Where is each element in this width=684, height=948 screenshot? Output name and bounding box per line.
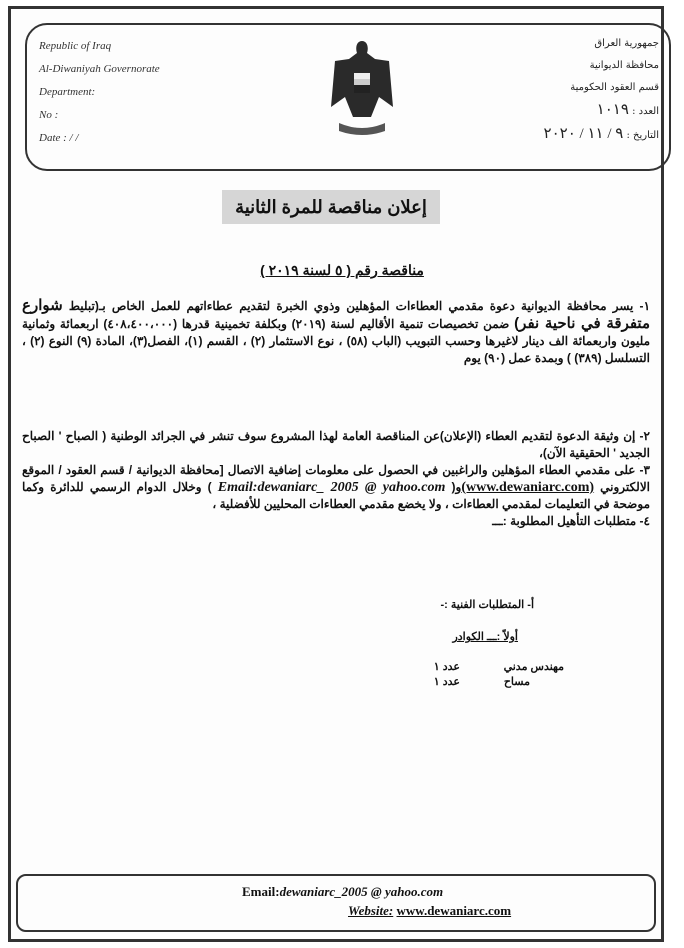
p3-text-2: ) وخلال الدوام الرسمي للدائرة وكما موضحة في التعليمات لمقدمي العطاءات ، ولا يخضع مقدمي العطاءات المحليين للأفضلية ، (22, 480, 650, 511)
page-title: إعلان مناقصة للمرة الثانية (222, 190, 440, 224)
staff-count-1: عدد ١ (433, 661, 460, 673)
p1-details: ضمن تخصيصات تنمية الأقاليم لسنة (٢٠١٩) وبكلفة تخمينية قدرها (٤٠٨،٤٠٠،٠٠٠) اربعمائة وثمانية مليون واربعمائة الف دينار لاغيرها وحسب التبويب (الباب (٥٨) ، نوع الاستثمار (٢) ، القسم (١)، الفصل(٣)، المادة (٩) النوع (٢) ، التسلسل (٣٨٩) ) وبمدة عمل (٩٠) يوم (22, 317, 651, 365)
website-link[interactable]: (www.dewaniarc.com) (461, 480, 595, 495)
number-value: ١٠١٩ (596, 102, 629, 118)
tender-number (0, 262, 684, 279)
date-label-ar: التاريخ : (626, 130, 659, 141)
paragraph-2: ٢- إن وثيقة الدعوة لتقديم العطاء (الإعلان)عن المناقصة العامة لهذا المشروع سوف تنشر في الجرائد الوطنية ( الصباح ' الصباح الجديد ' الحقيقية الآن)، (22, 429, 650, 460)
p1-intro: ١- يسر محافظة الديوانية دعوة مقدمي العطاءات المؤهلين وذوي الخبرة لتقديم عطاءاتهم للعمل الخاص بـ(تبليط (68, 299, 651, 313)
letterhead-english (39, 35, 160, 150)
paragraph-4: ٤- متطلبات التأهيل المطلوبة :ـــ (492, 514, 650, 528)
technical-requirements: أ- المتطلبات الفنية :- (440, 599, 534, 611)
footer-website-label: Website: (348, 903, 394, 918)
department-ar: قسم العقود الحكومية (570, 82, 659, 93)
department-en: Department: (39, 86, 96, 98)
letterhead (25, 23, 671, 171)
country-ar: جمهورية العراق (594, 38, 659, 49)
date-value: ٩ / ١١ / ٢٠٢٠ (543, 126, 624, 142)
date-en: Date : / / (39, 132, 79, 144)
email-link[interactable]: Email:dewaniarc_ 2005 @ yahoo.com (217, 480, 446, 495)
paragraph-3 (22, 462, 650, 513)
footer-email[interactable]: dewaniarc_2005 @ yahoo.com (279, 884, 444, 899)
governorate-en: Al-Diwaniyah Governorate (39, 63, 160, 75)
tender-number-text: مناقصة رقم ( ٥ لسنة ٢٠١٩ ) (260, 262, 424, 278)
footer-email-label: Email: (242, 884, 280, 899)
p3-and: و( (451, 480, 462, 494)
country-en: Republic of Iraq (39, 40, 112, 52)
staff-heading: أولاً :ـــ الكوادر (452, 631, 518, 643)
paragraph-1 (22, 297, 650, 367)
staff-role-1: مهندس مدني (503, 661, 564, 673)
number-en: No : (39, 109, 59, 121)
p1-project: شوارع متفرقة في ناحية نفر) (22, 297, 650, 332)
staff-role-2: مساح (503, 676, 530, 688)
staff-count-2: عدد ١ (433, 676, 460, 688)
p3-text: ٣- على مقدمي العطاء المؤهلين والراغبين في الحصول على معلومات إضافية الاتصال [محافظة الديوانية / قسم العقود / الموقع الالكتروني (22, 463, 650, 494)
letterhead-arabic (544, 33, 659, 147)
number-label-ar: العدد : (632, 106, 659, 117)
paragraphs-2-4 (22, 428, 650, 530)
governorate-ar: محافظة الديوانية (589, 60, 659, 71)
footer (16, 874, 656, 932)
iraq-emblem-icon (327, 37, 397, 141)
footer-website[interactable]: www.dewaniarc.com (396, 903, 512, 918)
